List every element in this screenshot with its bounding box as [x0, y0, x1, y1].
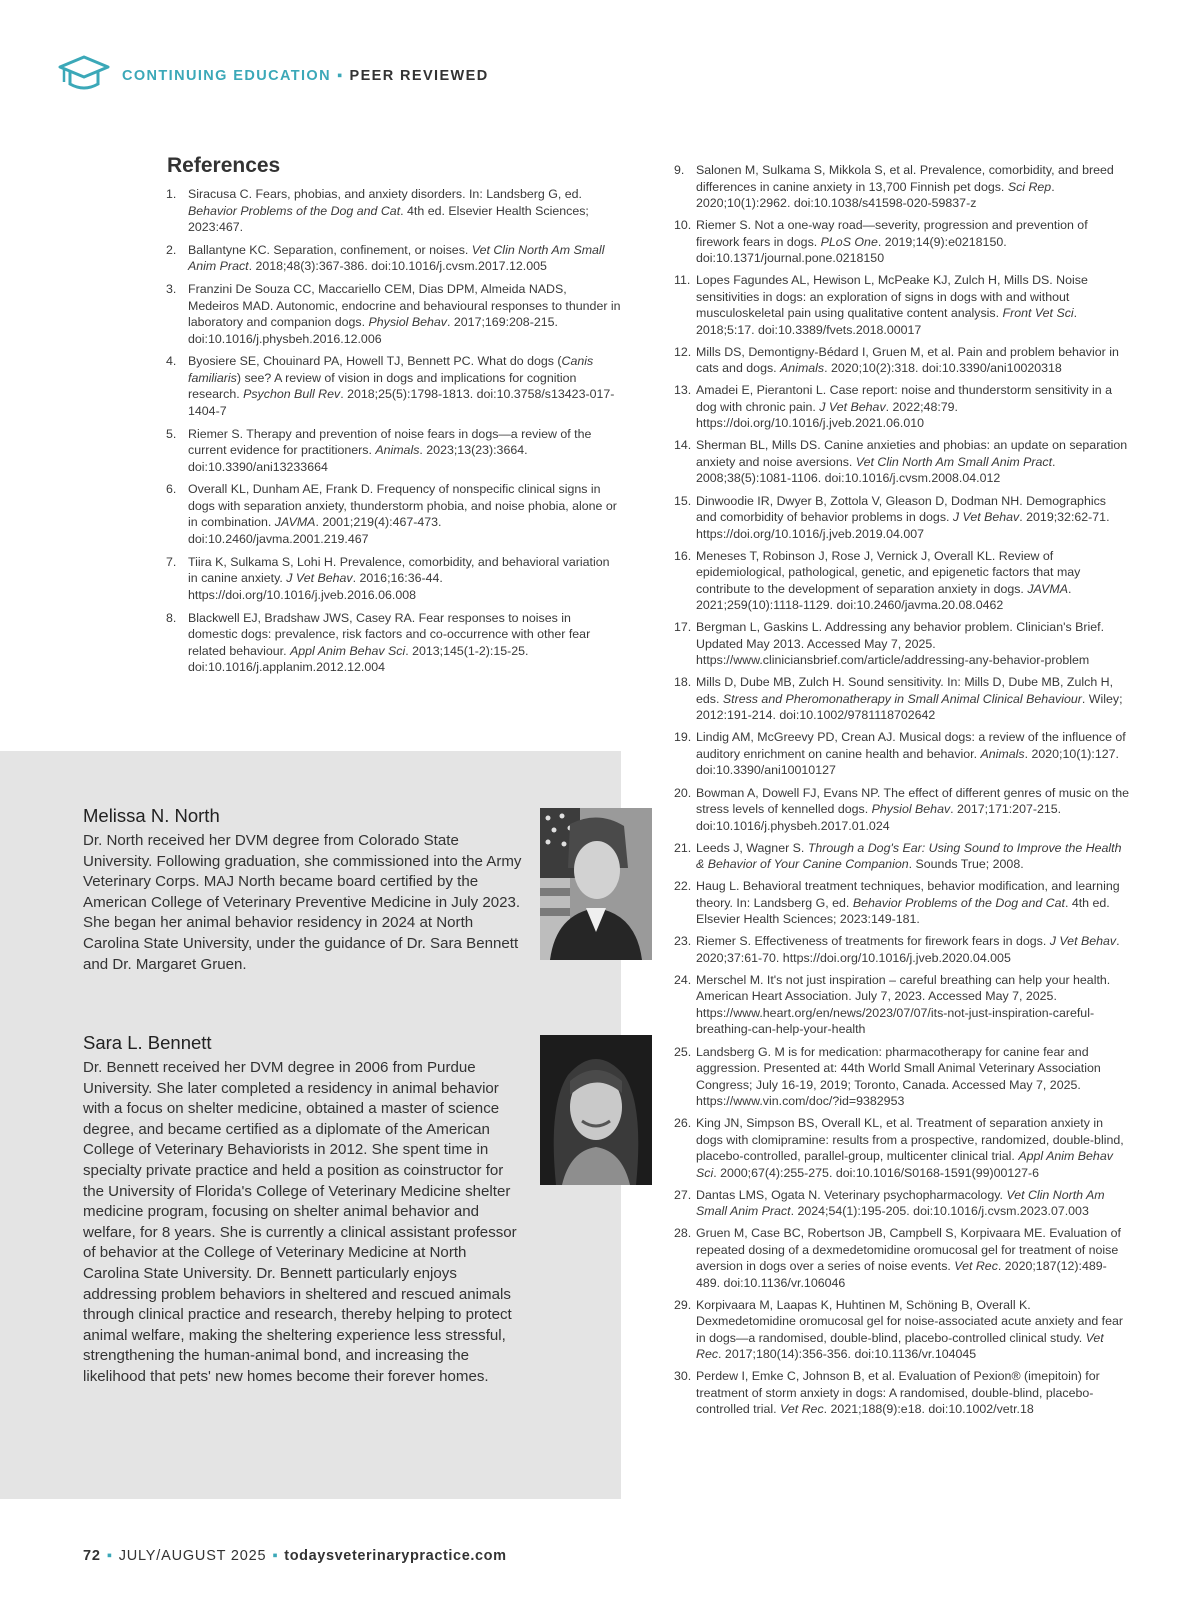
reference-fragment: Byosiere SE, Chouinard PA, Howell TJ, Bennett PC. What do dogs (	[188, 354, 562, 369]
reference-number: 2.	[166, 242, 177, 257]
reference-item	[674, 1187, 1130, 1220]
reference-text	[696, 163, 1114, 210]
reference-journal: PLoS One	[820, 234, 878, 249]
reference-fragment: Tiira K, Sulkama S, Lohi H. Prevalence, comorbidity, and behavioral variation in canine anxiety.	[188, 554, 610, 586]
reference-item	[166, 242, 621, 275]
reference-text	[696, 1298, 1123, 1362]
reference-item	[674, 840, 1130, 873]
reference-number: 25.	[674, 1044, 692, 1059]
reference-fragment: . 2020;10(1):2962. doi:10.1038/s41598-020-59837-z	[696, 179, 1055, 210]
reference-text	[188, 555, 609, 602]
author-photo-bennett	[540, 1035, 652, 1185]
reference-text	[696, 1045, 1101, 1109]
reference-fragment: Perdew I, Emke C, Johnson B, et al. Evaluation of Pexion® (imepitoin) for treatment of storm anxiety in dogs: A randomised, double-blind, placebo-controlled trial.	[696, 1369, 1100, 1417]
reference-number: 8.	[166, 610, 177, 625]
reference-fragment: . 2017;171:207-215. doi:10.1016/j.physbeh.2017.01.024	[696, 802, 1062, 833]
reference-text	[696, 620, 1104, 667]
issue-date: JULY/AUGUST 2025	[118, 1548, 267, 1564]
reference-fragment: Gruen M, Case BC, Robertson JB, Campbell S, Korpivaara ME. Evaluation of repeated dosing of a dexmedetomidine oromucosal gel for treatment of noise aversion in dogs over a series of noise events.	[696, 1226, 1121, 1274]
reference-fragment: . 2023;13(23):3664. doi:10.3390/ani13233664	[188, 443, 528, 474]
page-footer	[83, 1548, 507, 1564]
reference-fragment: . Sounds True; 2008.	[908, 857, 1024, 872]
reference-fragment: Korpivaara M, Laapas K, Huhtinen M, Schöning B, Overall K. Dexmedetomidine oromucosal gel for noise-associated acute anxiety and fear in dogs—a randomised, double-blind, placebo-controlled clinical study.	[696, 1297, 1124, 1345]
reference-text	[696, 841, 1122, 872]
reference-item	[674, 933, 1130, 966]
reference-text	[188, 354, 614, 418]
references-list-right	[674, 162, 1130, 1424]
reference-item	[166, 353, 621, 419]
reference-text	[696, 675, 1123, 722]
author-bio-north: Dr. North received her DVM degree from Colorado State University. Following graduation, she commissioned into the Army Veterinary Corps. MAJ North became board certified by the American College of Veterinary Preventive Medicine in July 2023. She began her animal behavior residency in 2024 at North Carolina State University, under the guidance of Dr. Sara Bennett and Dr. Margaret Gruen.	[83, 832, 522, 973]
reference-fragment: . 2020;187(12):489-489. doi:10.1136/vr.106046	[696, 1259, 1107, 1290]
references-heading: References	[167, 154, 281, 177]
reference-fragment: . 2021;188(9):e18. doi:10.1002/vetr.18	[823, 1402, 1034, 1417]
reference-number: 9.	[674, 163, 685, 177]
reference-number: 18.	[674, 675, 692, 690]
website-link[interactable]: todaysveterinarypractice.com	[284, 1548, 507, 1564]
reference-journal: Vet Clin North Am Small Anim Pract	[855, 454, 1053, 469]
reference-text	[696, 1226, 1121, 1290]
reference-item	[674, 1115, 1130, 1181]
reference-fragment: Sherman BL, Mills DS. Canine anxieties and phobias: an update on separation anxiety and noise aversions.	[696, 438, 1128, 469]
reference-item	[166, 281, 621, 347]
reference-text	[188, 187, 589, 234]
reference-fragment: Blackwell EJ, Bradshaw JWS, Casey RA. Fear responses to noises in domestic dogs: prevalence, risk factors and co-occurrence with other fear related behaviour.	[188, 610, 591, 658]
references-list-left	[166, 186, 621, 682]
reference-fragment: . 2001;219(4):467-473. doi:10.2460/javma.2001.219.467	[188, 515, 442, 546]
reference-fragment: Franzini De Souza CC, Maccariello CEM, Dias DPM, Almeida NADS, Medeiros MAD. Autonomic, endocrine and behavioural responses to thunder in laboratory and companion dogs.	[188, 282, 621, 330]
reference-journal: JAVMA	[274, 515, 316, 530]
reference-item	[674, 785, 1130, 835]
reference-text	[188, 427, 591, 474]
reference-item	[674, 729, 1130, 779]
reference-fragment: . 2017;180(14):356-356. doi:10.1136/vr.104045	[718, 1347, 977, 1362]
author-bio-bennett: Dr. Bennett received her DVM degree in 2006 from Purdue University. She later completed a residency in animal behavior with a focus on shelter medicine, obtained a master of science degree, and became certified as a diplomate of the American College of Veterinary Behaviorists in 2012. She spent time in specialty private practice and held a position as coinstructor for the University of Florida's College of Veterinary Medicine shelter medicine program, focusing on shelter animal behavior and welfare, for 8 years. She is currently a clinical assistant professor of behavior at the College of Veterinary Medicine at North Carolina State University. Dr. Bennett particularly enjoys addressing problem behaviors in sheltered and rescued animals through clinical practice and research, thereby helping to protect animal welfare, making the sheltering experience less stressful, strengthening the human-animal bond, and increasing the likelihood that pets' new homes become their forever homes.	[83, 1059, 517, 1385]
reference-number: 10.	[674, 218, 692, 233]
reference-item	[674, 1297, 1130, 1363]
reference-fragment: . 4th ed. Elsevier Health Sciences; 2023:467.	[188, 203, 589, 234]
footer-separator: ▪	[106, 1548, 113, 1564]
reference-number: 16.	[674, 548, 692, 563]
reference-journal: Through a Dog's Ear: Using Sound to Improve the Health & Behavior of Your Canine Companion	[696, 840, 1122, 872]
reference-text	[696, 438, 1127, 485]
reference-number: 23.	[674, 934, 692, 949]
reference-fragment: . 2022;48:79. https://doi.org/10.1016/j.jveb.2021.06.010	[696, 399, 958, 431]
reference-journal: Physiol Behav	[871, 802, 951, 817]
reference-fragment: Bergman L, Gaskins L. Addressing any behavior problem. Clinician's Brief. Updated May 2013. Accessed May 7, 2025. https://www.cliniciansbrief.com/article/addressing-any-behavior-problem	[696, 620, 1105, 668]
reference-fragment: Dinwoodie IR, Dwyer B, Zottola V, Gleason D, Dodman NH. Demographics and comorbidity of behavior problems in dogs.	[696, 493, 1106, 525]
author-name-bennett: Sara L. Bennett	[83, 1032, 212, 1053]
reference-text	[696, 273, 1088, 337]
reference-journal: Stress and Pheromonatherapy in Small Animal Clinical Behaviour	[722, 691, 1082, 706]
reference-text	[188, 482, 617, 546]
author-name-north: Melissa N. North	[83, 805, 220, 826]
reference-number: 21.	[674, 840, 692, 855]
reference-text	[696, 383, 1112, 430]
reference-item	[166, 554, 621, 604]
reference-text	[188, 243, 604, 274]
reference-fragment: . Wiley; 2012:191-214. doi:10.1002/9781118702642	[696, 691, 1123, 723]
reference-item	[166, 481, 621, 547]
reference-number: 12.	[674, 344, 692, 359]
reference-text	[188, 611, 590, 675]
page-number: 72	[83, 1548, 101, 1564]
reference-fragment: Meneses T, Robinson J, Rose J, Vernick J, Overall KL. Review of epidemiological, pathological, genetic, and epigenetic factors that may contribute to the development of separation anxiety in dogs.	[696, 548, 1081, 596]
reference-fragment: . 2018;25(5):1798-1813. doi:10.3758/s13423-017-1404-7	[188, 387, 615, 418]
peer-reviewed-label: PEER REVIEWED	[349, 67, 489, 84]
reference-number: 1.	[166, 187, 177, 201]
reference-text	[696, 1116, 1124, 1180]
graduation-cap-icon	[56, 54, 112, 97]
reference-item	[674, 437, 1130, 487]
reference-fragment: Mills DS, Demontigny-Bédard I, Gruen M, et al. Pain and problem behavior in cats and dogs.	[696, 344, 1119, 376]
reference-item	[674, 272, 1130, 338]
reference-journal: J Vet Behav	[819, 399, 886, 414]
reference-text	[696, 934, 1120, 965]
reference-number: 11.	[674, 273, 691, 288]
reference-number: 6.	[166, 482, 177, 497]
reference-item	[674, 162, 1130, 212]
reference-text	[696, 218, 1088, 265]
reference-item	[166, 186, 621, 236]
reference-journal: Physiol Behav	[368, 315, 448, 330]
reference-item	[674, 382, 1130, 432]
reference-item	[166, 426, 621, 476]
reference-item	[674, 878, 1130, 928]
reference-text	[696, 345, 1119, 376]
reference-journal: Behavior Problems of the Dog and Cat	[852, 895, 1065, 910]
reference-fragment: Overall KL, Dunham AE, Frank D. Frequency of nonspecific clinical signs in dogs with separation anxiety, thunderstorm phobia, and noise phobia, alone or in combination.	[188, 482, 617, 530]
reference-fragment: . 2020;10(1):127. doi:10.3390/ani10010127	[696, 746, 1119, 778]
reference-item	[674, 674, 1130, 724]
reference-journal: Appl Anim Behav Sci	[696, 1149, 1113, 1180]
reference-journal: J Vet Behav	[1049, 934, 1117, 949]
reference-journal: Vet Rec	[696, 1330, 1104, 1362]
reference-fragment: King JN, Simpson BS, Overall KL, et al. Treatment of separation anxiety in dogs with clomipramine: results from a prospective, randomized, double-blind, placebo-controlled, parallel-group, multicenter clinical trial.	[696, 1116, 1124, 1164]
reference-text	[696, 494, 1110, 541]
reference-journal: Psychon Bull Rev	[243, 387, 341, 402]
reference-fragment: . 2024;54(1):195-205. doi:10.1016/j.cvsm.2023.07.003	[790, 1204, 1089, 1219]
reference-fragment: . 2008;38(5):1081-1106. doi:10.1016/j.cvsm.2008.04.012	[696, 454, 1056, 486]
reference-fragment: Lindig AM, McGreevy PD, Crean AJ. Musical dogs: a review of the influence of auditory enrichment on canine health and behavior.	[696, 730, 1126, 761]
reference-item	[674, 493, 1130, 543]
reference-number: 19.	[674, 730, 692, 745]
reference-text	[696, 786, 1129, 833]
reference-journal: Appl Anim Behav Sci	[289, 643, 406, 658]
reference-number: 24.	[674, 972, 692, 987]
reference-item	[674, 1225, 1130, 1291]
reference-fragment: . 2013;145(1-2):15-25. doi:10.1016/j.applanim.2012.12.004	[188, 643, 529, 675]
reference-fragment: Dantas LMS, Ogata N. Veterinary psychopharmacology.	[696, 1187, 1007, 1202]
reference-fragment: . 2019;14(9):e0218150. doi:10.1371/journal.pone.0218150	[696, 234, 1007, 266]
reference-number: 26.	[674, 1116, 692, 1131]
reference-text	[696, 1369, 1100, 1416]
reference-fragment: . 2016;16:36-44. https://doi.org/10.1016/j.jveb.2016.06.008	[188, 571, 443, 602]
reference-fragment: Riemer S. Effectiveness of treatments for firework fears in dogs.	[696, 934, 1050, 949]
reference-number: 22.	[674, 879, 692, 894]
footer-separator-2: ▪	[272, 1548, 279, 1564]
reference-item	[674, 217, 1130, 267]
reference-fragment: Salonen M, Sulkama S, Mikkola S, et al. Prevalence, comorbidity, and breed differences in canine anxiety in 13,700 Finnish pet dogs.	[696, 163, 1114, 194]
reference-number: 14.	[674, 438, 692, 453]
reference-fragment: . 2018;5:17. doi:10.3389/fvets.2018.00017	[696, 306, 1078, 337]
reference-text	[188, 282, 621, 346]
reference-number: 7.	[166, 554, 177, 569]
reference-fragment: ) see? A review of vision in dogs and implications for cognition research.	[188, 370, 577, 402]
reference-fragment: Riemer S. Therapy and prevention of noise fears in dogs—a review of the current evidence for practitioners.	[188, 426, 592, 458]
reference-journal: Canis familiaris	[188, 354, 594, 385]
reference-fragment: . 4th ed. Elsevier Health Sciences; 2023:149-181.	[696, 895, 1110, 927]
reference-fragment: . 2019;32:62-71. https://doi.org/10.1016/j.jveb.2019.04.007	[696, 510, 1110, 541]
reference-fragment: Landsberg G. M is for medication: pharmacotherapy for canine fear and aggression. Presented at: 44th World Small Animal Veterinary Association Congress; July 16-19, 2019; Toronto, Canada. Accessed May 7, 2025. https://www.vin.com/doc/?id=9382953	[696, 1044, 1101, 1108]
reference-number: 4.	[166, 354, 177, 369]
reference-journal: Animals	[375, 443, 420, 458]
reference-journal: J Vet Behav	[952, 510, 1020, 525]
reference-fragment: Lopes Fagundes AL, Hewison L, McPeake KJ, Zulch H, Mills DS. Noise sensitivities in dogs: an exploration of signs in dogs with and without musculoskeletal pain using qualitative content analysis.	[696, 273, 1088, 321]
reference-fragment: Ballantyne KC. Separation, confinement, or noises.	[188, 242, 472, 257]
reference-journal: Behavior Problems of the Dog and Cat	[188, 203, 401, 218]
reference-journal: Vet Clin North Am Small Anim Pract	[696, 1187, 1105, 1219]
reference-fragment: Leeds J, Wagner S.	[696, 840, 808, 855]
reference-journal: Animals	[780, 361, 825, 376]
reference-fragment: . 2000;67(4):255-275. doi:10.1016/S0168-1591(99)00127-6	[713, 1165, 1040, 1180]
author-photo-north	[540, 808, 652, 960]
header-separator: ▪	[336, 67, 344, 84]
reference-text	[696, 973, 1110, 1037]
reference-item	[674, 1368, 1130, 1418]
reference-fragment: . 2020;10(2):318. doi:10.3390/ani10020318	[824, 361, 1062, 376]
reference-text	[696, 1188, 1105, 1219]
reference-number: 30.	[674, 1369, 692, 1384]
reference-item	[166, 610, 621, 676]
reference-fragment: Riemer S. Not a one-way road—severity, progression and prevention of firework fears in dogs.	[696, 218, 1088, 249]
reference-number: 15.	[674, 493, 692, 508]
reference-journal: Sci Rep	[1007, 179, 1052, 194]
reference-text	[696, 549, 1080, 613]
reference-number: 20.	[674, 785, 692, 800]
reference-journal: Vet Rec	[954, 1259, 998, 1274]
reference-journal: JAVMA	[1027, 581, 1068, 596]
reference-fragment: Amadei E, Pierantoni L. Case report: noise and thunderstorm sensitivity in a dog with chronic pain.	[696, 383, 1112, 414]
reference-fragment: . 2021;259(10):1118-1129. doi:10.2460/javma.20.08.0462	[696, 581, 1072, 613]
reference-item	[674, 344, 1130, 377]
reference-number: 5.	[166, 426, 177, 441]
reference-text	[696, 730, 1126, 777]
reference-journal: Front Vet Sci	[1002, 306, 1074, 321]
reference-number: 27.	[674, 1187, 692, 1202]
reference-journal: Vet Rec	[780, 1402, 824, 1417]
reference-item	[674, 548, 1130, 614]
reference-fragment: Siracusa C. Fears, phobias, and anxiety disorders. In: Landsberg G, ed.	[188, 187, 582, 201]
reference-fragment: Mills D, Dube MB, Zulch H. Sound sensitivity. In: Mills D, Dube MB, Zulch H, eds.	[696, 675, 1114, 706]
reference-fragment: Haug L. Behavioral treatment techniques, behavior modification, and learning theory. In: Landsberg G, ed.	[696, 879, 1120, 910]
reference-fragment: . 2017;169:208-215. doi:10.1016/j.physbeh.2016.12.006	[188, 315, 558, 346]
reference-item	[674, 1044, 1130, 1110]
reference-number: 3.	[166, 282, 177, 297]
reference-fragment: Merschel M. It's not just inspiration – careful breathing can help your health. American Heart Association. July 7, 2023. Accessed May 7, 2025. https://www.heart.org/en/news/2023/07/07/its-not-just-inspiration-careful-breathing-can-help-your-health	[696, 972, 1111, 1037]
reference-item	[674, 619, 1130, 669]
reference-journal: Animals	[980, 746, 1025, 761]
reference-journal: J Vet Behav	[286, 571, 353, 586]
reference-item	[674, 972, 1130, 1038]
reference-text	[696, 879, 1120, 926]
reference-fragment: . 2020;37:61-70. https://doi.org/10.1016/j.jveb.2020.04.005	[696, 934, 1120, 965]
reference-number: 13.	[674, 383, 692, 398]
page-header	[56, 54, 489, 97]
reference-number: 29.	[674, 1297, 692, 1312]
section-label: CONTINUING EDUCATION	[122, 67, 331, 84]
reference-journal: Vet Clin North Am Small Anim Pract	[188, 242, 605, 274]
reference-number: 17.	[674, 620, 692, 635]
reference-fragment: . 2018;48(3):367-386. doi:10.1016/j.cvsm.2017.12.005	[248, 259, 547, 274]
reference-fragment: Bowman A, Dowell FJ, Evans NP. The effect of different genres of music on the stress levels of kennelled dogs.	[696, 785, 1129, 817]
reference-number: 28.	[674, 1226, 692, 1241]
